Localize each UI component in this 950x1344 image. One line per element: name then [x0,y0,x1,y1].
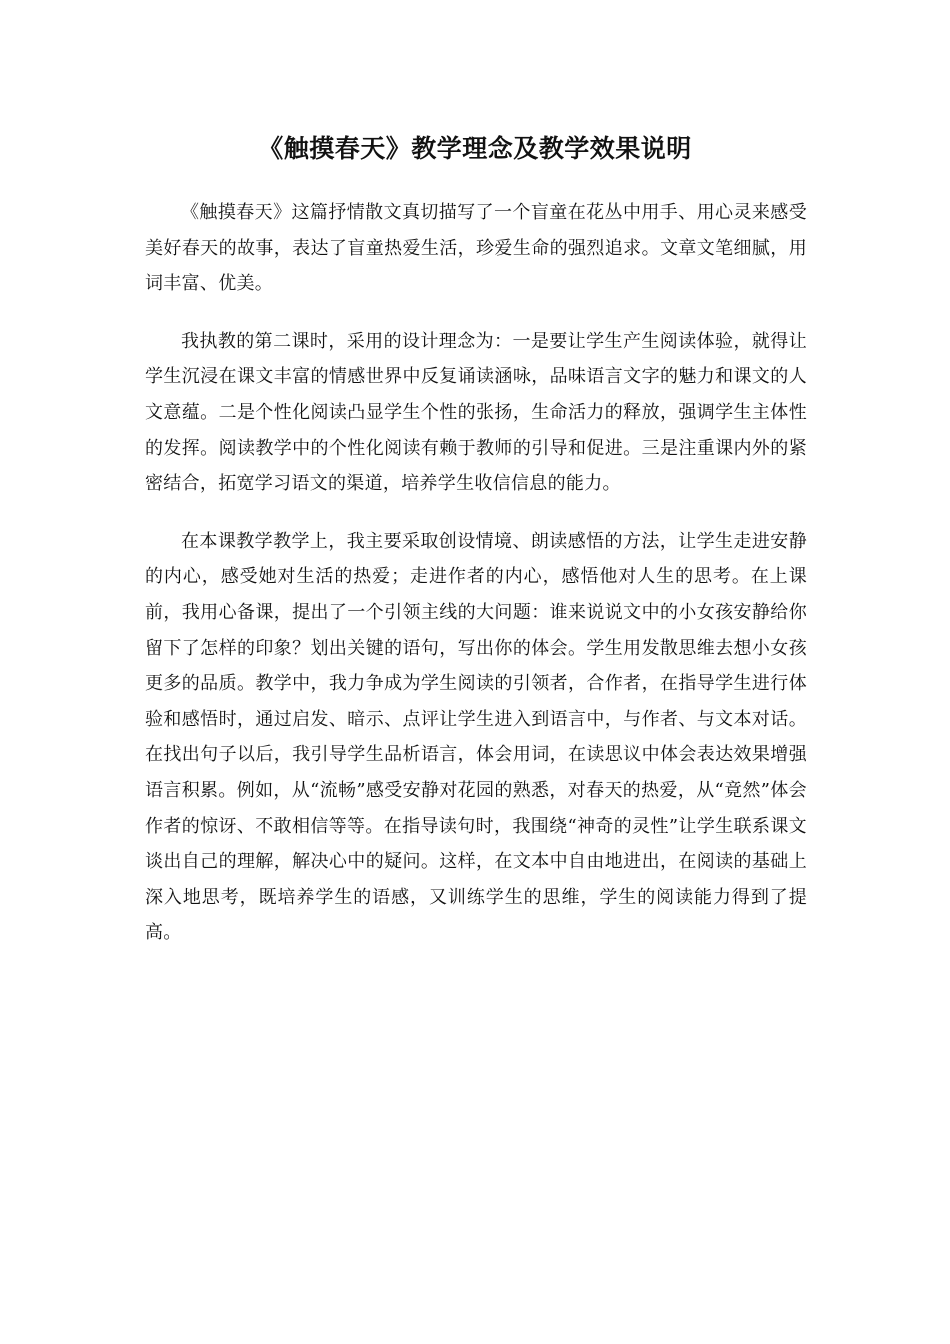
paragraph-2: 我执教的第二课时，采用的设计理念为：一是要让学生产生阅读体验，就得让学生沉浸在课文丰富的情感世界中反复诵读涵咏，品味语言文字的魅力和课文的人文意蕴。二是个性化阅读凸显学生个性的张扬，生命活力的释放，强调学生主体性的发挥。阅读教学中的个性化阅读有赖于教师的引导和促进。三是注重课内外的紧密结合，拓宽学习语文的渠道，培养学生收信信息的能力。 [145,330,807,495]
paragraph-1: 《触摸春天》这篇抒情散文真切描写了一个盲童在花丛中用手、用心灵来感受美好春天的故事，表达了盲童热爱生活，珍爱生命的强烈追求。文章文笔细腻，用词丰富、优美。 [145,202,807,295]
paragraph-3: 在本课教学教学上，我主要采取创设情境、朗读感悟的方法，让学生走进安静的内心，感受她对生活的热爱；走进作者的内心，感悟他对人生的思考。在上课前，我用心备课，提出了一个引领主线的大问题：谁来说说文中的小女孩安静给你留下了怎样的印象？划出关键的语句，写出你的体会。学生用发散思维去想小女孩更多的品质。教学中，我力争成为学生阅读的引领者，合作者，在指导学生进行体验和感悟时，通过启发、暗示、点评让学生进入到语言中，与作者、与文本对话。在找出句子以后，我引导学生品析语言，体会用词，在读思议中体会表达效果增强语言积累。例如，从“流畅”感受安静对花园的熟悉，对春天的热爱，从“竟然”体会作者的惊讶、不敢相信等等。在指导读句时，我围绕“神奇的灵性”让学生联系课文谈出自己的理解，解决心中的疑问。这样，在文本中自由地进出，在阅读的基础上深入地思考，既培养学生的语感，又训练学生的思维，学生的阅读能力得到了提高。 [145,530,807,944]
document-title: 《触摸春天》教学理念及教学效果说明 [258,134,692,163]
document-body [145,195,807,973]
